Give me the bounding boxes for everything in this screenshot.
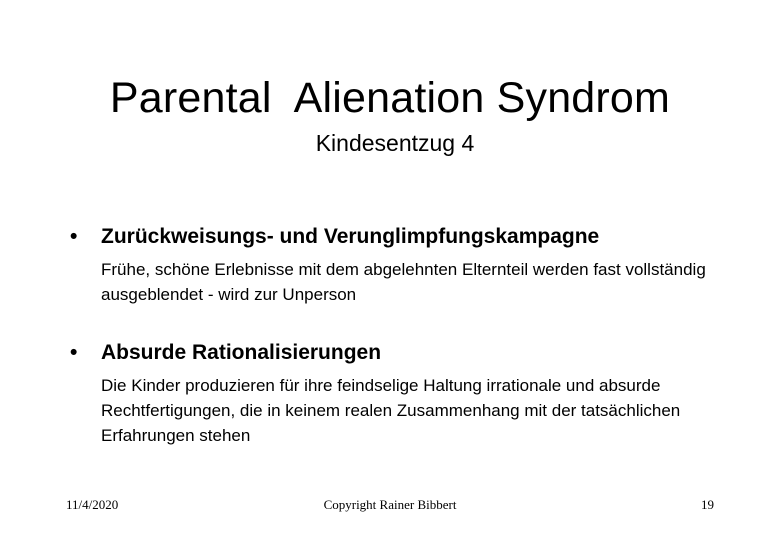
slide-subtitle: Kindesentzug 4 — [315, 130, 475, 156]
slide-title: Parental Alienation Syndrom — [109, 74, 671, 122]
bullet-marker: • — [70, 341, 78, 364]
bullet-heading — [70, 339, 381, 367]
footer-date: 11/4/2020 — [66, 497, 119, 512]
bullet-heading-text: Zurückweisungs- und Verunglimpfungskampagne — [101, 225, 600, 248]
footer-page-number: 19 — [701, 497, 714, 512]
bullet-body-text: Die Kinder produzieren für ihre feindselige Haltung irrationale und absurde Rechtfertigungen, die in keinem realen Zusammenhang mit der tatsächlichen Erfahrungen stehen — [101, 376, 681, 445]
bullet-marker: • — [70, 225, 78, 248]
bullet-heading — [70, 223, 599, 251]
bullet-heading-text: Absurde Rationalisierungen — [101, 341, 382, 364]
footer-copyright: Copyright Rainer Bibbert — [323, 497, 457, 512]
bullet-body-text: Frühe, schöne Erlebnisse mit dem abgelehnten Elternteil werden fast vollständig ausgeblendet - wird zur Unperson — [101, 260, 706, 304]
